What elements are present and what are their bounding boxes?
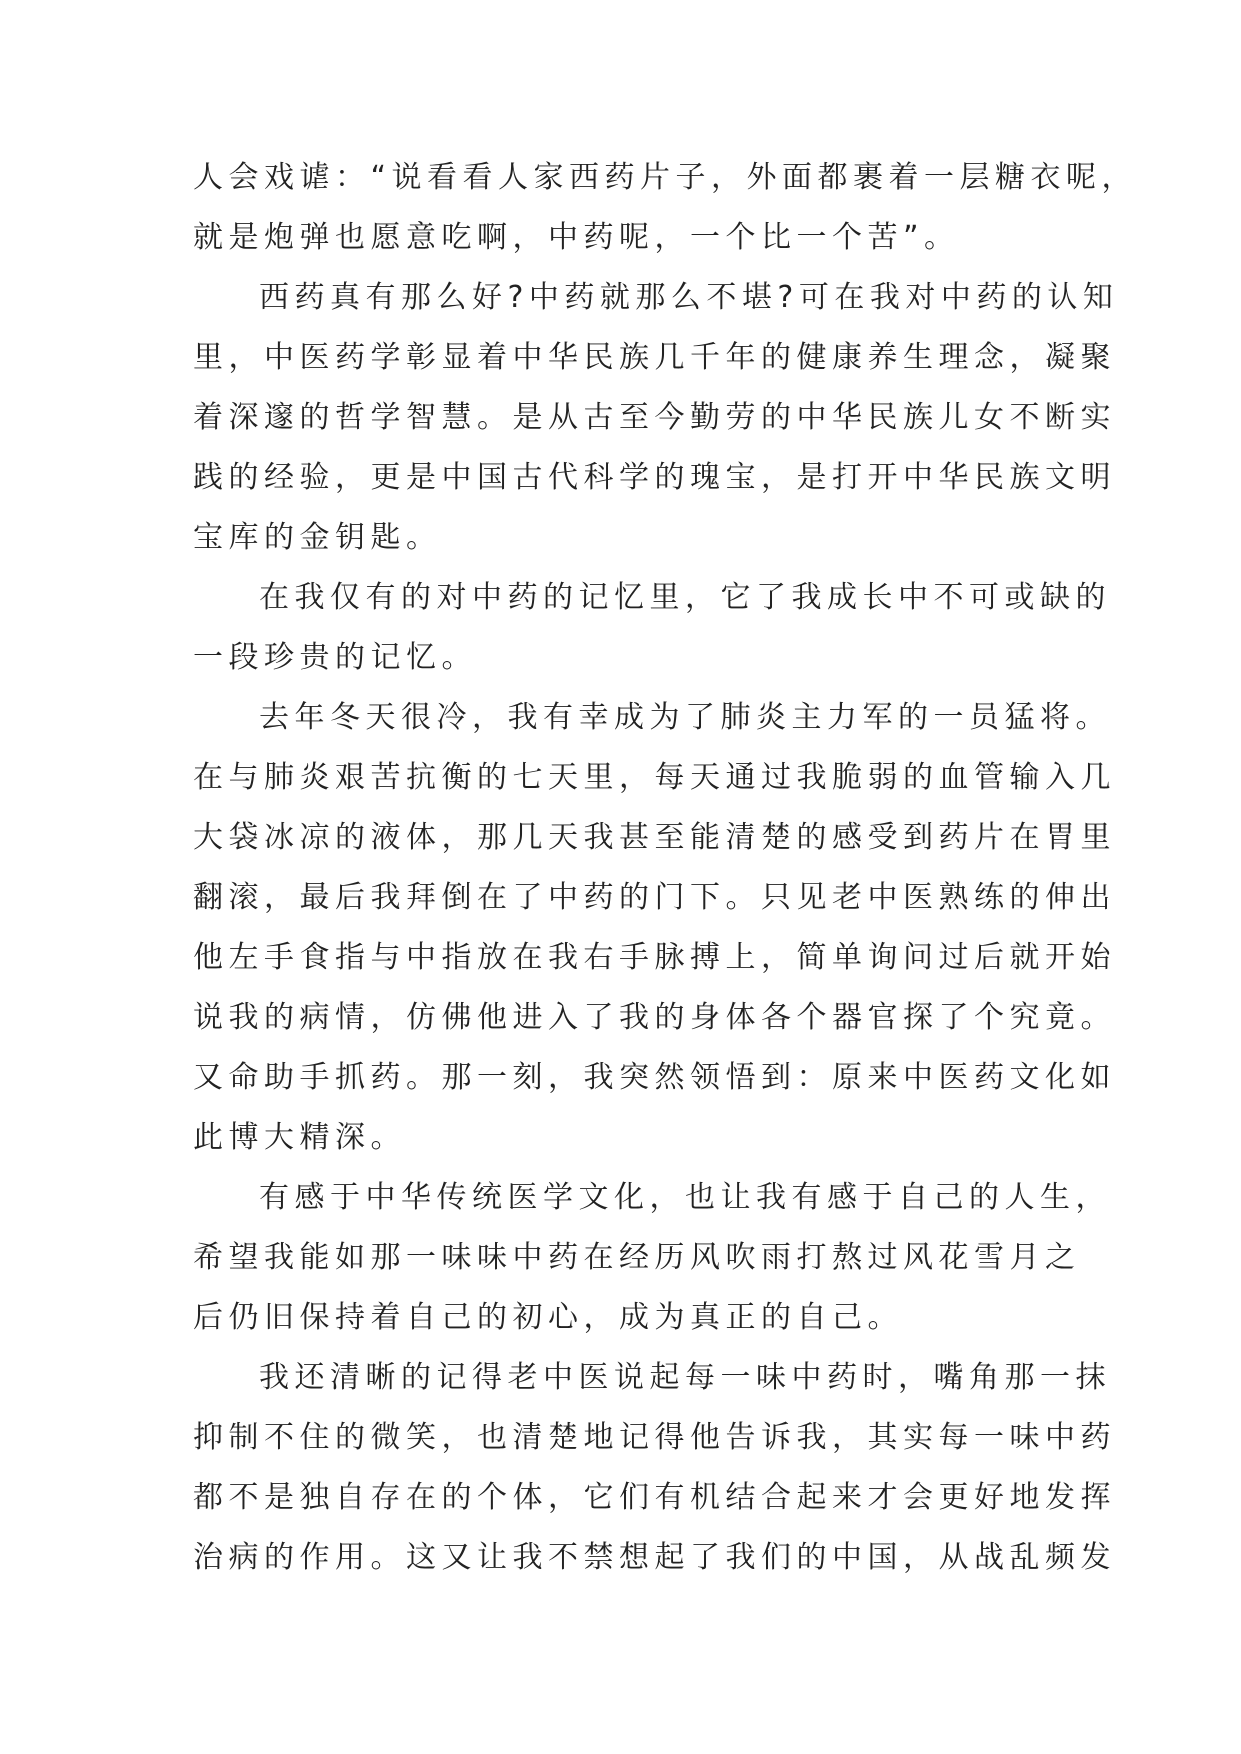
text-line: 抑制不住的微笑，也清楚地记得他告诉我，其实每一味中药 <box>193 1420 1116 1455</box>
text-line: 宝库的金钥匙。 <box>193 520 442 555</box>
text-line: 就是炮弹也愿意吃啊，中药呢，一个比一个苦”。 <box>193 220 960 255</box>
text-line: 都不是独自存在的个体，它们有机结合起来才会更好地发挥 <box>193 1480 1116 1515</box>
text-line: 在与肺炎艰苦抗衡的七天里，每天通过我脆弱的血管输入几 <box>193 760 1116 795</box>
text-line: 大袋冰凉的液体，那几天我甚至能清楚的感受到药片在胃里 <box>193 820 1116 855</box>
paragraph-start-line: 我还清晰的记得老中医说起每一味中药时，嘴角那一抹 <box>259 1360 1111 1395</box>
text-line: 说我的病情，仿佛他进入了我的身体各个器官探了个究竟。 <box>193 1000 1116 1035</box>
text-line: 后仍旧保持着自己的初心，成为真正的自己。 <box>193 1300 903 1335</box>
document-body <box>193 148 1138 1588</box>
text-line: 此博大精深。 <box>193 1120 406 1155</box>
text-line: 他左手食指与中指放在我右手脉搏上，简单询问过后就开始 <box>193 940 1116 975</box>
paragraph-start-line: 西药真有那么好?中药就那么不堪?可在我对中药的认知 <box>259 280 1119 315</box>
text-line: 践的经验，更是中国古代科学的瑰宝，是打开中华民族文明 <box>193 460 1116 495</box>
paragraph-start-line: 在我仅有的对中药的记忆里，它了我成长中不可或缺的 <box>259 580 1111 615</box>
text-line: 希望我能如那一味味中药在经历风吹雨打熬过风花雪月之 <box>193 1240 1081 1275</box>
text-line: 治病的作用。这又让我不禁想起了我们的中国，从战乱频发 <box>193 1540 1116 1575</box>
text-line: 里，中医药学彰显着中华民族几千年的健康养生理念，凝聚 <box>193 340 1116 375</box>
paragraph-start-line: 有感于中华传统医学文化，也让我有感于自己的人生， <box>259 1180 1111 1215</box>
text-line: 翻滚，最后我拜倒在了中药的门下。只见老中医熟练的伸出 <box>193 880 1116 915</box>
paragraph-start-line: 去年冬天很冷，我有幸成为了肺炎主力军的一员猛将。 <box>259 700 1111 735</box>
text-line: 着深邃的哲学智慧。是从古至今勤劳的中华民族儿女不断实 <box>193 400 1116 435</box>
text-line: 人会戏谑：“说看看人家西药片子，外面都裹着一层糖衣呢， <box>193 160 1138 195</box>
text-line: 一段珍贵的记忆。 <box>193 640 477 675</box>
text-line: 又命助手抓药。那一刻，我突然领悟到：原来中医药文化如 <box>193 1060 1116 1095</box>
